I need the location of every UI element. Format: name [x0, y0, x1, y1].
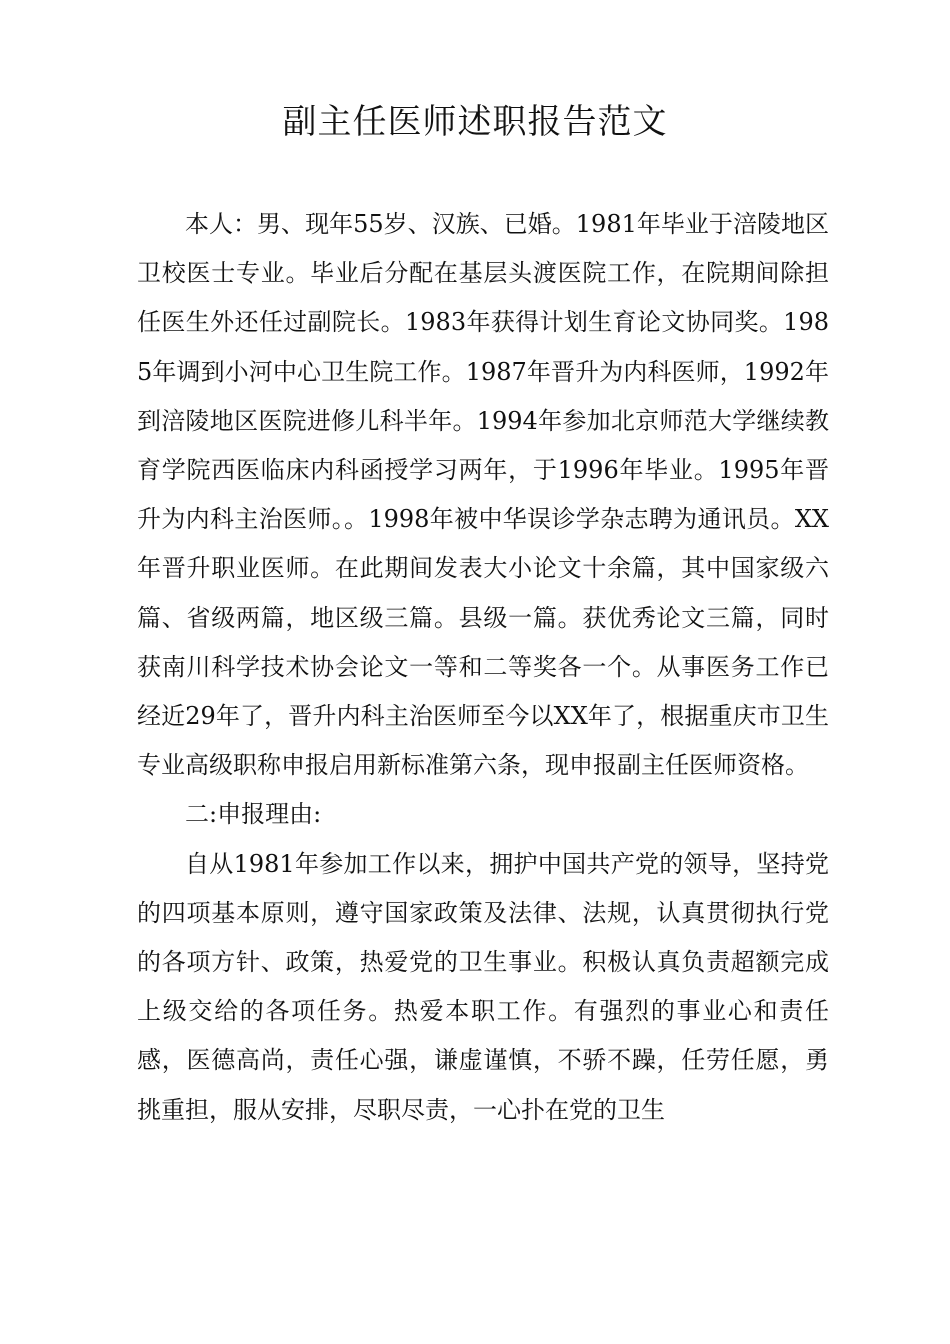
paragraph-section-heading: 二:申报理由: — [185, 800, 322, 829]
document-body — [137, 200, 829, 1135]
document-title: 副主任医师述职报告范文 — [282, 102, 668, 142]
paragraph-personal-info: 本人：男、现年55岁、汉族、已婚。1981年毕业于涪陵地区卫校医士专业。毕业后分配在基层头渡医院工作，在院期间除担任医生外还任过副院长。1983年获得计划生育论文协同奖。1985年调到小河中心卫生院工作。1987年晋升为内科医师，1992年到涪陵地区医院进修儿科半年。1994年参加北京师范大学继续教育学院西医临床内科函授学习两年，于1996年毕业。1995年晋升为内科主治医师。。1998年被中华误诊学杂志聘为通讯员。XX年晋升职业医师。在此期间发表大小论文十余篇，其中国家级六篇、省级两篇，地区级三篇。县级一篇。获优秀论文三篇，同时获南川科学技术协会论文一等和二等奖各一个。从事医务工作已经近29年了，晋升内科主治医师至今以XX年了，根据重庆市卫生专业高级职称申报启用新标准第六条，现申报副主任医师资格。 — [137, 210, 829, 780]
paragraph-application-reasons: 自从1981年参加工作以来，拥护中国共产党的领导，坚持党的四项基本原则，遵守国家政策及法律、法规，认真贯彻执行党的各项方针、政策，热爱党的卫生事业。积极认真负责超额完成上级交给的各项任务。热爱本职工作。有强烈的事业心和责任感，医德高尚，责任心强，谦虚谨慎，不骄不躁，任劳任愿，勇挑重担，服从安排，尽职尽责，一心扑在党的卫生 — [137, 849, 829, 1124]
